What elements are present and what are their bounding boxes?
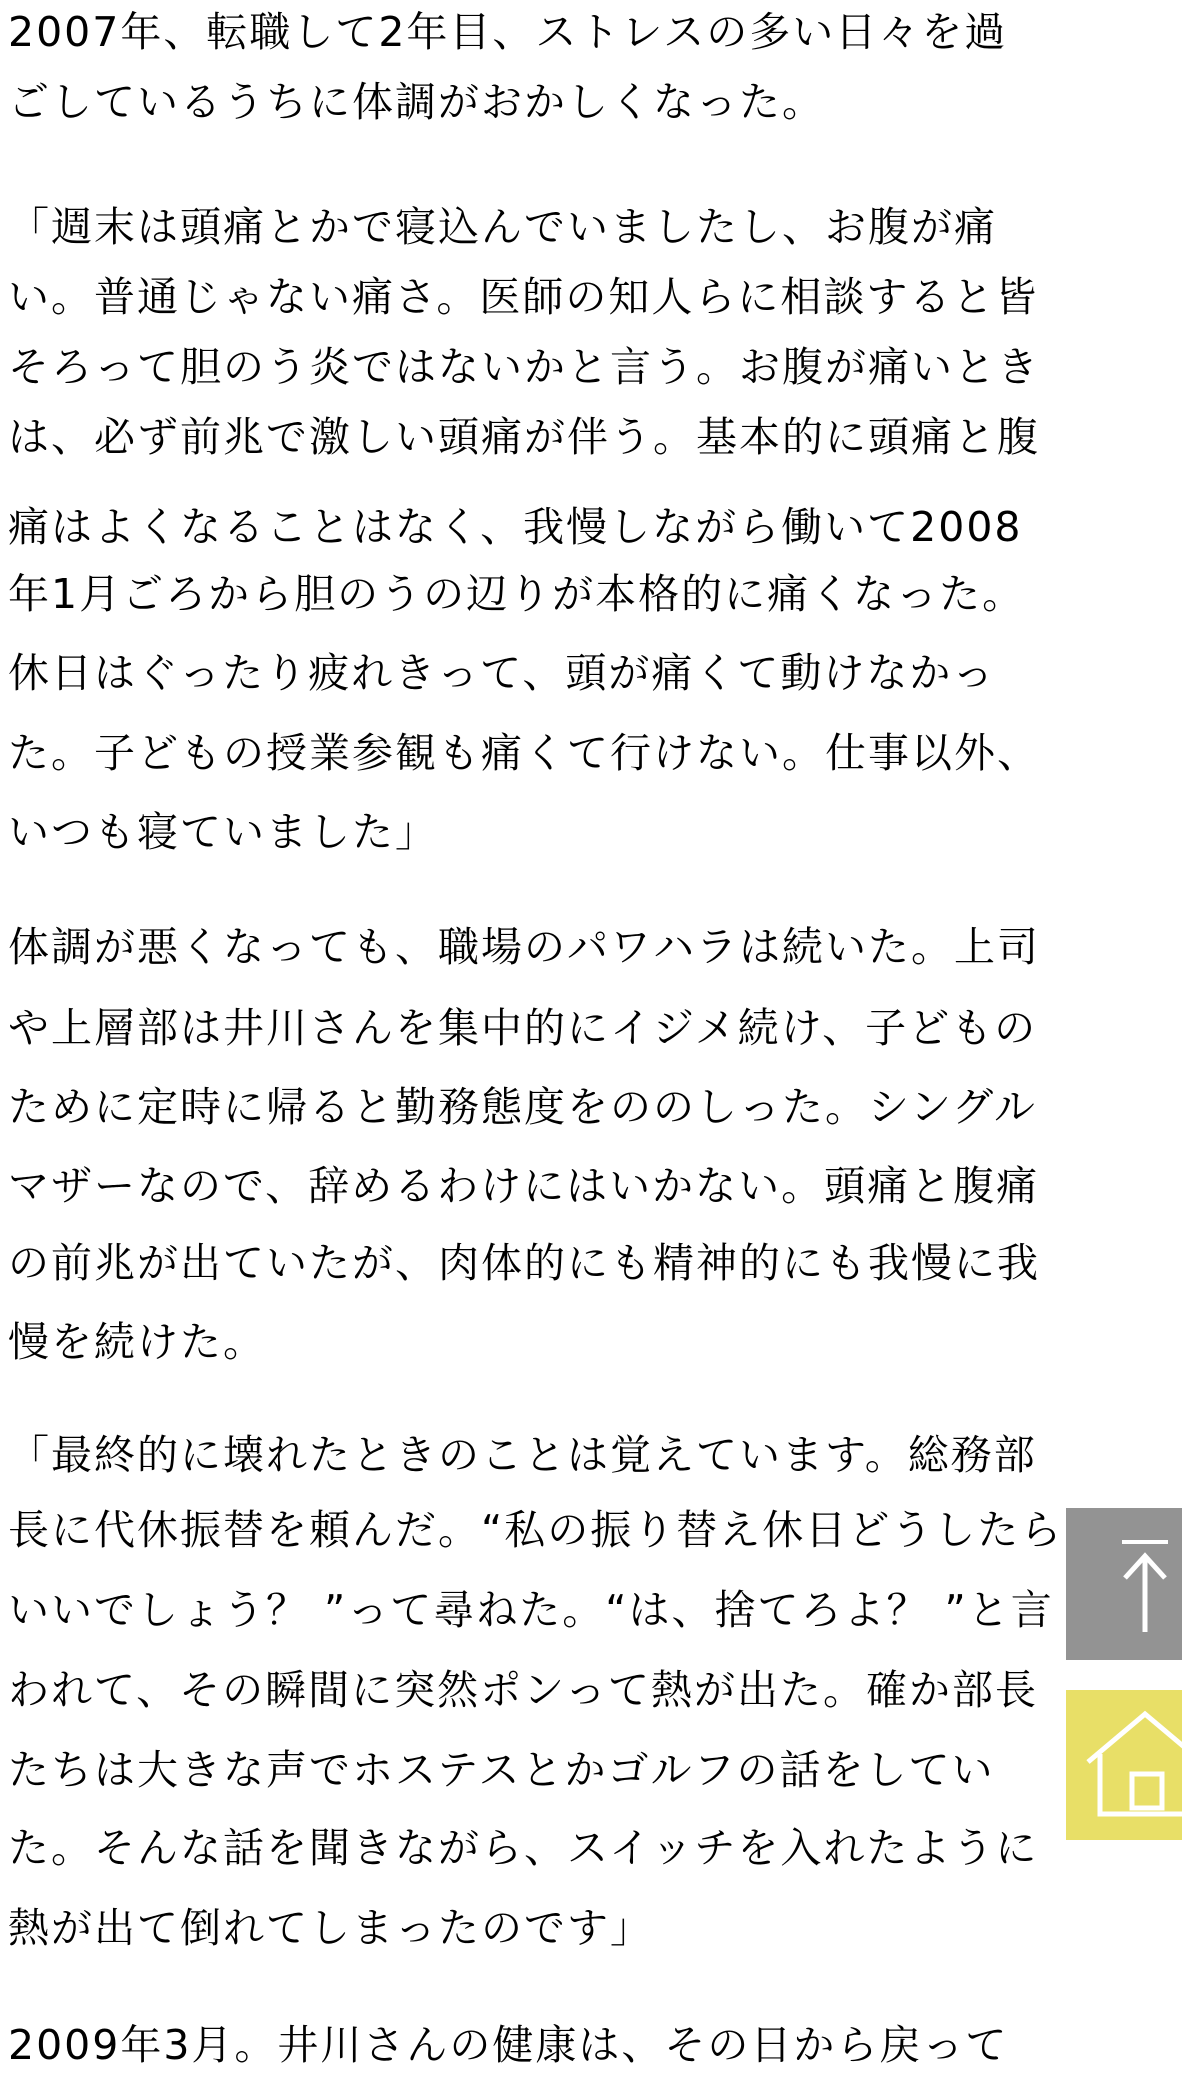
text-line: 慢を続けた。 — [8, 1318, 266, 1366]
text-line: いつも寝ていました」 — [8, 808, 438, 856]
text-line: 2009年3月。井川さんの健康は、その日から戻って — [8, 2021, 1009, 2069]
text-line: 長に代休振替を頼んだ。“私の振り替え休日どうしたら — [8, 1506, 1064, 1554]
text-line: た。そんな話を聞きながら、スイッチを入れたように — [8, 1824, 1039, 1872]
text-line: は、必ず前兆で激しい頭痛が伴う。基本的に頭痛と腹 — [8, 413, 1040, 461]
text-line: 「最終的に壊れたときのことは覚えています。総務部 — [8, 1431, 1037, 1479]
text-line: ごしているうちに体調がおかしくなった。 — [8, 78, 825, 126]
home-button[interactable] — [1066, 1690, 1182, 1840]
text-line: 休日はぐったり疲れきって、頭が痛くて動けなかっ — [8, 649, 996, 697]
scroll-to-top-button[interactable] — [1066, 1508, 1182, 1660]
text-line: たちは大きな声でホステスとかゴルフの話をしてい — [8, 1746, 995, 1794]
text-line: われて、その瞬間に突然ポンって熱が出た。確か部長 — [8, 1666, 1038, 1714]
text-line: 痛はよくなることはなく、我慢しながら働いて2008 — [8, 503, 1023, 551]
text-line: た。子どもの授業参観も痛くて行けない。仕事以外、 — [8, 729, 1040, 777]
text-line: 年1月ごろから胆のうの辺りが本格的に痛くなった。 — [8, 570, 1026, 618]
text-line: 2007年、転職して2年目、ストレスの多い日々を過 — [8, 8, 1008, 56]
text-line: の前兆が出ていたが、肉体的にも精神的にも我慢に我 — [8, 1239, 1040, 1287]
arrow-up-icon — [1066, 1508, 1182, 1660]
home-icon — [1066, 1690, 1182, 1840]
text-line: マザーなので、辞めるわけにはいかない。頭痛と腹痛 — [8, 1162, 1040, 1210]
text-line: そろって胆のう炎ではないかと言う。お腹が痛いとき — [8, 343, 1040, 391]
text-line: い。普通じゃない痛さ。医師の知人らに相談すると皆 — [8, 273, 1039, 321]
text-line: 体調が悪くなっても、職場のパワハラは続いた。上司 — [8, 923, 1040, 971]
text-line: 「週末は頭痛とかで寝込んでいましたし、お腹が痛 — [8, 203, 997, 251]
text-line: いいでしょう？ ”って尋ねた。“は、捨てろよ？ ”と言 — [8, 1586, 1054, 1634]
text-line: ために定時に帰ると勤務態度をののしった。シングル — [8, 1083, 1037, 1131]
text-line: 熱が出て倒れてしまったのです」 — [8, 1904, 653, 1952]
text-line: や上層部は井川さんを集中的にイジメ続け、子どもの — [8, 1004, 1038, 1052]
